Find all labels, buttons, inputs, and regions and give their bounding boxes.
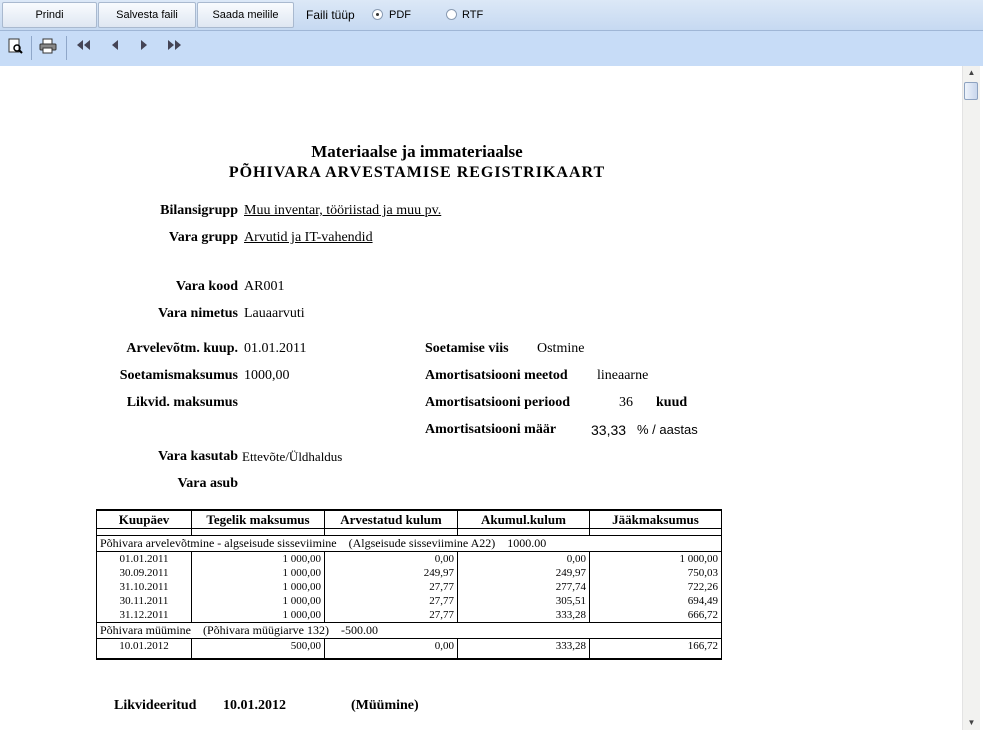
pdf-radio[interactable] <box>372 9 383 20</box>
asset-group-label: Vara grupp <box>168 230 238 245</box>
table-row <box>97 608 722 623</box>
column-header: Arvestatud kulum <box>325 510 458 529</box>
scroll-up-icon[interactable]: ▲ <box>967 68 976 77</box>
asset-group-value: Arvutid ja IT-vahendid <box>244 230 373 245</box>
used-by-value: Ettevõte/Üldhaldus <box>242 449 343 464</box>
column-header: Tegelik maksumus <box>192 510 325 529</box>
liquidation-cost-label: Likvid. maksumus <box>126 395 238 410</box>
next-page-icon[interactable] <box>133 37 155 59</box>
table-cell: 1 000,00 <box>192 566 325 580</box>
table-row <box>97 566 722 580</box>
rtf-radio-label[interactable]: RTF <box>462 9 484 21</box>
toolbar-separator <box>31 36 32 60</box>
section-title: Põhivara arvelevõtmine - algseisude sisseviimine (Algseisude sisseviimine A22) 1000.00 <box>97 536 722 552</box>
table-cell: 01.01.2011 <box>97 552 192 567</box>
balance-group-value: Muu inventar, tööriistad ja muu pv. <box>244 203 442 218</box>
preview-icon[interactable] <box>4 37 26 59</box>
send-email-button[interactable]: Saada meilile <box>197 2 294 28</box>
acceptance-date-label: Arvelevõtm. kuup. <box>126 341 238 356</box>
top-toolbar <box>0 0 983 31</box>
table-cell: 10.01.2012 <box>97 639 192 654</box>
depreciation-rate-label: Amortisatsiooni määr <box>425 422 557 437</box>
column-header: Kuupäev <box>97 510 192 529</box>
acceptance-date-value: 01.01.2011 <box>244 341 307 356</box>
table-cell: 27,77 <box>325 594 458 608</box>
table-cell: 500,00 <box>192 639 325 654</box>
table-row <box>97 552 722 567</box>
printer-icon[interactable] <box>37 37 59 59</box>
location-label: Vara asub <box>177 476 238 491</box>
scroll-thumb[interactable] <box>964 82 978 100</box>
table-cell: 30.11.2011 <box>97 594 192 608</box>
asset-name-value: Lauaarvuti <box>244 306 305 321</box>
acquisition-method-label: Soetamise viis <box>425 341 509 356</box>
used-by-label: Vara kasutab <box>157 449 238 464</box>
report-title-line2: PÕHIVARA ARVESTAMISE REGISTRIKAART <box>228 164 606 181</box>
section-title: Põhivara müümine (Põhivara müügiarve 132) -500.00 <box>97 623 722 639</box>
acquisition-cost-value: 1000,00 <box>244 368 290 383</box>
asset-name-label: Vara nimetus <box>158 306 238 321</box>
table-section-row <box>97 536 722 552</box>
table-section-row <box>97 623 722 639</box>
acquisition-cost-label: Soetamismaksumus <box>119 368 238 383</box>
table-header-row <box>97 510 722 529</box>
depreciation-period-label: Amortisatsiooni periood <box>425 395 571 410</box>
pdf-radio-label[interactable]: PDF <box>389 9 411 21</box>
table-cell: 333,28 <box>458 639 590 654</box>
liquidated-reason: (Müümine) <box>351 698 419 713</box>
table-cell: 0,00 <box>325 552 458 567</box>
table-cell: 305,51 <box>458 594 590 608</box>
column-header: Akumul.kulum <box>458 510 590 529</box>
asset-code-label: Vara kood <box>175 279 238 294</box>
last-page-icon[interactable] <box>163 37 185 59</box>
liquidated-label: Likvideeritud <box>114 698 197 713</box>
asset-code-value: AR001 <box>244 279 285 294</box>
table-cell: 31.12.2011 <box>97 608 192 623</box>
table-spacer <box>97 529 722 536</box>
table-cell: 750,03 <box>590 566 722 580</box>
table-cell: 0,00 <box>458 552 590 567</box>
previous-page-icon[interactable] <box>104 37 126 59</box>
depreciation-method-label: Amortisatsiooni meetod <box>425 368 568 383</box>
depreciation-period-unit: kuud <box>656 395 688 410</box>
rtf-radio[interactable] <box>446 9 457 20</box>
table-cell: 694,49 <box>590 594 722 608</box>
toolbar-separator <box>66 36 67 60</box>
table-cell: 27,77 <box>325 580 458 594</box>
first-page-icon[interactable] <box>73 37 95 59</box>
table-cell: 249,97 <box>458 566 590 580</box>
table-cell: 0,00 <box>325 639 458 654</box>
table-cell: 1 000,00 <box>192 552 325 567</box>
liquidated-date: 10.01.2012 <box>223 698 286 713</box>
depreciation-table <box>96 509 722 660</box>
table-cell: 722,26 <box>590 580 722 594</box>
table-cell: 666,72 <box>590 608 722 623</box>
column-header: Jääkmaksumus <box>590 510 722 529</box>
print-button[interactable]: Prindi <box>2 2 97 28</box>
depreciation-period-value: 36 <box>619 395 633 410</box>
table-cell: 277,74 <box>458 580 590 594</box>
table-cell: 1 000,00 <box>192 594 325 608</box>
table-cell: 30.09.2011 <box>97 566 192 580</box>
acquisition-method-value: Ostmine <box>537 341 585 356</box>
depreciation-method-value: lineaarne <box>597 368 649 383</box>
report-title-line1: Materiaalse ja immateriaalse <box>311 142 523 161</box>
table-cell: 249,97 <box>325 566 458 580</box>
depreciation-rate-unit: % / aastas <box>637 422 698 437</box>
depreciation-rate-value: 33,33 <box>591 422 627 438</box>
table-row <box>97 580 722 594</box>
table-row <box>97 594 722 608</box>
table-row <box>97 639 722 654</box>
file-type-label: Faili tüüp <box>306 8 355 22</box>
table-cell: 1 000,00 <box>192 580 325 594</box>
table-cell: 166,72 <box>590 639 722 654</box>
table-cell: 31.10.2011 <box>97 580 192 594</box>
balance-group-label: Bilansigrupp <box>160 203 238 218</box>
table-end-row <box>97 653 722 659</box>
table-cell: 333,28 <box>458 608 590 623</box>
save-to-file-button[interactable]: Salvesta faili <box>98 2 196 28</box>
table-cell: 1 000,00 <box>590 552 722 567</box>
vertical-scrollbar[interactable] <box>962 66 980 730</box>
table-cell: 27,77 <box>325 608 458 623</box>
table-cell: 1 000,00 <box>192 608 325 623</box>
scroll-down-icon[interactable]: ▼ <box>967 718 976 727</box>
